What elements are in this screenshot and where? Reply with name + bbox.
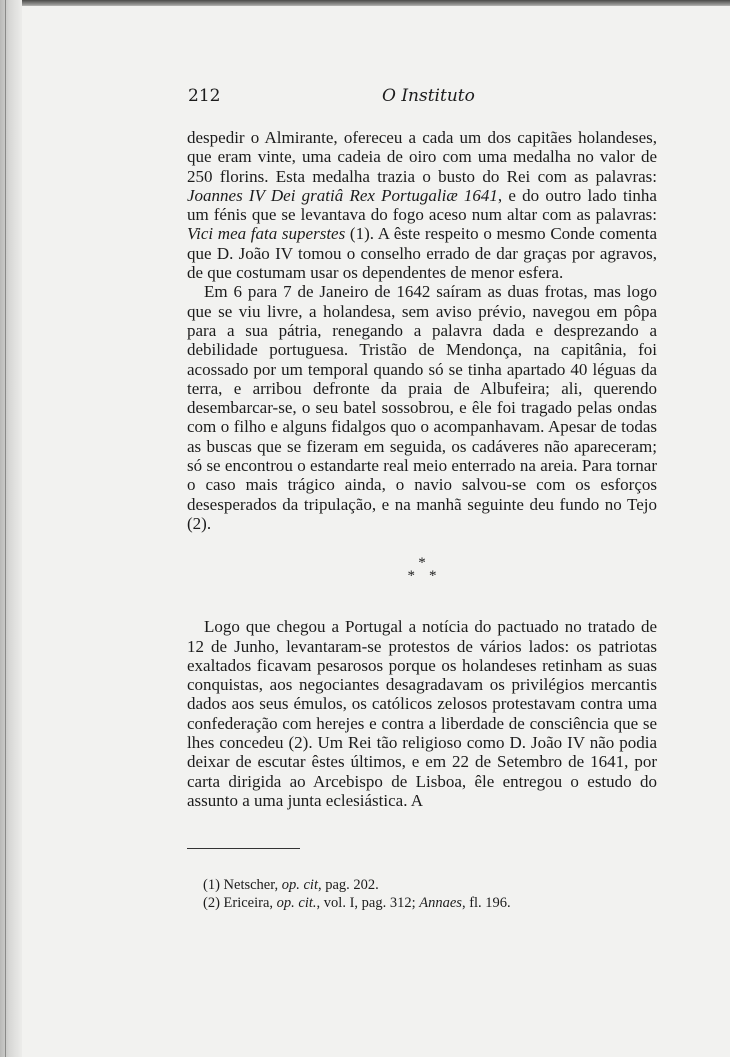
footnote-segment: , pag. 202. xyxy=(317,877,379,893)
footnote-segment: , vol. I, pag. 312; xyxy=(316,895,420,911)
paragraph-3 xyxy=(187,617,657,810)
footnote-segment: , fl. 196. xyxy=(461,895,511,911)
text-segment: despedir o Almirante, ofereceu a cada um dos capitães holandeses, que eram vinte, uma cadeia de oiro com uma medalha no valor de 250 florins. Esta medalha trazia o busto do Rei com as palavras: xyxy=(187,128,657,186)
page-header xyxy=(0,86,730,110)
running-title: O Instituto xyxy=(382,86,475,106)
footnote-2 xyxy=(203,894,643,912)
asterism-bottom: ** xyxy=(407,568,451,585)
text-segment: Logo que chegou a Portugal a notícia do pactuado no tratado de 12 de Junho, levantaram-se protestos de vários lados: os patriotas exaltados ficavam pesarosos porque os holandeses retinham as suas conquistas, aos negociantes desagradavam os privilégios mercantis dados aos seus émulos, os católicos zelosos protestavam contra uma confederação com herejes e contra a liberdade de consciência que se lhes concedeu (2). Um Rei tão religioso como D. João IV não podia deixar de escutar êstes últimos, e em 22 de Setembro de 1641, por carta dirigida ao Arcebispo de Lisboa, êle entregou o estudo do assunto a uma junta eclesiástica. A xyxy=(187,617,657,810)
page-number: 212 xyxy=(188,86,221,106)
footnote-segment: op. cit. xyxy=(276,895,317,911)
footnotes xyxy=(203,876,643,912)
text-segment: Em 6 para 7 de Janeiro de 1642 saíram as duas frotas, mas logo que se viu livre, a holandesa, sem aviso prévio, navegou em pôpa para a sua pátria, renegando a palavra dada e desprezando a debilidade portuguesa. Tristão de Mendonça, na capitânia, foi acossado por um temporal quando só se tinha apartado 40 léguas da terra, e arribou defronte da praia de Albufeira; ali, querendo desembarcar-se, o seu batel sossobrou, e êle foi tragado pelas ondas com o filho e alguns fidalgos quo o acompanhavam. Apesar de todas as buscas que se fizeram em seguida, os cadáveres não apareceram; só se encontrou o estandarte real meio enterrado na areia. Para tornar o caso mais trágico ainda, o navio salvou-se com os esforços desesperados da tripulação, e na manhã seguinte deu fundo no Tejo (2). xyxy=(187,282,657,533)
text-segment: Joannes IV Dei gratiâ Rex Portugaliæ 1641 xyxy=(187,185,498,205)
body-text xyxy=(187,128,657,810)
paragraph-2 xyxy=(187,282,657,533)
asterism-top: * xyxy=(418,555,426,572)
footnote-rule xyxy=(187,848,300,849)
text-segment: (1). A êste respeito o mesmo Conde comenta que D. João IV tomou o conselho errado de dar graças por agravos, de que costumam usar os dependentes de menor esfera. xyxy=(187,224,657,283)
asterism-divider xyxy=(187,557,657,583)
text-segment: Vici mea fata superstes xyxy=(187,224,346,244)
book-spine xyxy=(0,0,22,1057)
footnote-segment: (2) Ericeira, xyxy=(203,895,277,911)
footnote-segment: Annaes xyxy=(419,895,462,911)
spine-line xyxy=(5,0,6,1057)
paragraph-1 xyxy=(187,128,657,282)
footnote-segment: op. cit xyxy=(281,877,318,893)
footnote-1 xyxy=(203,876,643,894)
text-segment: , e do outro lado tinha um fénis que se levantava do fogo aceso num altar com as palavras: xyxy=(187,185,657,225)
footnote-segment: (1) Netscher, xyxy=(203,877,282,893)
